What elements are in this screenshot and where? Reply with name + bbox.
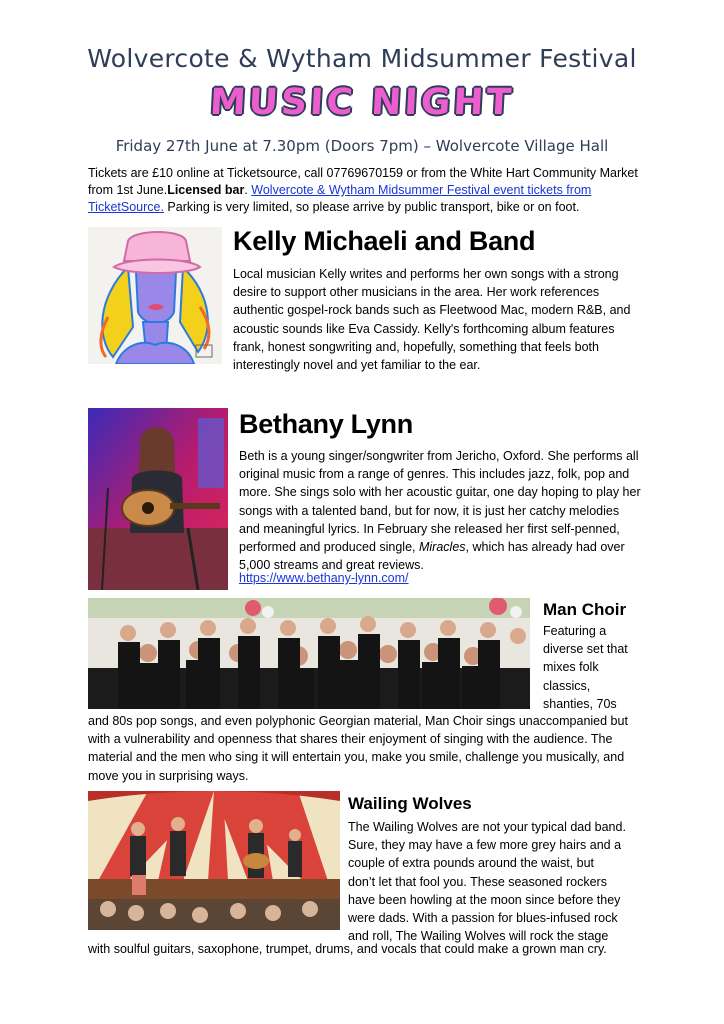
man-choir-side-text bbox=[543, 622, 643, 713]
event-date-line: Friday 27th June at 7.30pm (Doors 7pm) – Wolvercote Village Hall bbox=[115, 137, 609, 155]
wailing-wolves-line: Sure, they may have a few more grey hairs and a bbox=[348, 838, 622, 853]
bethany-photo bbox=[88, 408, 228, 590]
man-choir-title: Man Choir bbox=[543, 600, 627, 619]
wailing-wolves-line: were dads. With a passion for blues-infused rock bbox=[348, 911, 618, 926]
wailing-wolves-title: Wailing Wolves bbox=[348, 794, 472, 813]
wailing-wolves-description: with soulful guitars, saxophone, trumpet, drums, and vocals that could make a grown man cry. bbox=[88, 942, 607, 956]
ticket-info-sep: . bbox=[244, 183, 252, 197]
wailing-wolves-side-text bbox=[348, 818, 648, 945]
festival-title: Wolvercote & Wytham Midsummer Festival bbox=[87, 44, 637, 73]
man-choir-line: mixes folk bbox=[543, 660, 599, 675]
ticketsource-link[interactable]: Wolvercote & Wytham Midsummer Festival event tickets from TicketSource. bbox=[88, 183, 592, 214]
bethany-description bbox=[239, 447, 641, 574]
wailing-wolves-line: don’t let that fool you. These seasoned rockers bbox=[348, 874, 607, 889]
wailing-wolves-line: have been howling at the moon since before they bbox=[348, 892, 621, 907]
bethany-single-title: Miracles bbox=[418, 540, 466, 555]
man-choir-line: diverse set that bbox=[543, 642, 628, 657]
kelly-title: Kelly Michaeli and Band bbox=[233, 226, 536, 256]
ticket-info-text: Tickets are £10 online at Ticketsource, call 07769670159 or from the White Hart Community Market from 1st June. bbox=[88, 166, 638, 197]
man-choir-line: Featuring a bbox=[543, 624, 607, 638]
kelly-description: Local musician Kelly writes and performs her own songs with a strong desire to support other musicians in the area. Her work references authentic gospel-rock bands such as Fleetwood Mac, modern R&B, and acoustic sounds like Eva Cassidy. Kelly's forthcoming album features frank, honest songwriting and, hopefully, something that feels both interestingly novel and yet familiar to the ear. bbox=[233, 267, 631, 373]
bethany-title: Bethany Lynn bbox=[239, 409, 413, 439]
music-night-heading: MUSIC NIGHT bbox=[208, 82, 516, 123]
man-choir-photo bbox=[88, 598, 530, 709]
ticket-info bbox=[88, 165, 648, 216]
wailing-wolves-line: couple of extra pounds around the waist, but bbox=[348, 856, 594, 871]
man-choir-line: classics, bbox=[543, 678, 591, 693]
parking-text: Parking is very limited, so please arrive by public transport, bike or on foot. bbox=[163, 200, 580, 214]
man-choir-description: and 80s pop songs, and even polyphonic Georgian material, Man Choir sings unaccompanied but with a vulnerability and openness that shares their enjoyment of singing with the audience. The material and the men who sing it will entertain you, make you smile, challenge you musically, and move you in surprising ways. bbox=[88, 714, 628, 783]
bethany-website-link[interactable]: https://www.bethany-lynn.com/ bbox=[239, 571, 409, 585]
wailing-wolves-line: and roll, The Wailing Wolves will rock the stage bbox=[348, 929, 609, 944]
licensed-bar-text: Licensed bar bbox=[167, 183, 245, 197]
bethany-description-end: , which has already had over 5,000 streams and great reviews. bbox=[239, 540, 625, 573]
bethany-description-text: Beth is a young singer/songwriter from Jericho, Oxford. She performs all original music from a range of genres. This includes jazz, folk, pop and more. She sings solo with her acoustic guitar, one day hoping to play her songs with a talented band, but for now, it is just her catchy melodies and meaningful lyrics. In February she released her first self-penned, performed and produced single, bbox=[239, 449, 641, 555]
wailing-wolves-line: The Wailing Wolves are not your typical dad band. bbox=[348, 820, 626, 834]
kelly-illustration bbox=[88, 227, 222, 364]
man-choir-line: shanties, 70s bbox=[543, 696, 617, 711]
wailing-wolves-photo bbox=[88, 791, 340, 930]
